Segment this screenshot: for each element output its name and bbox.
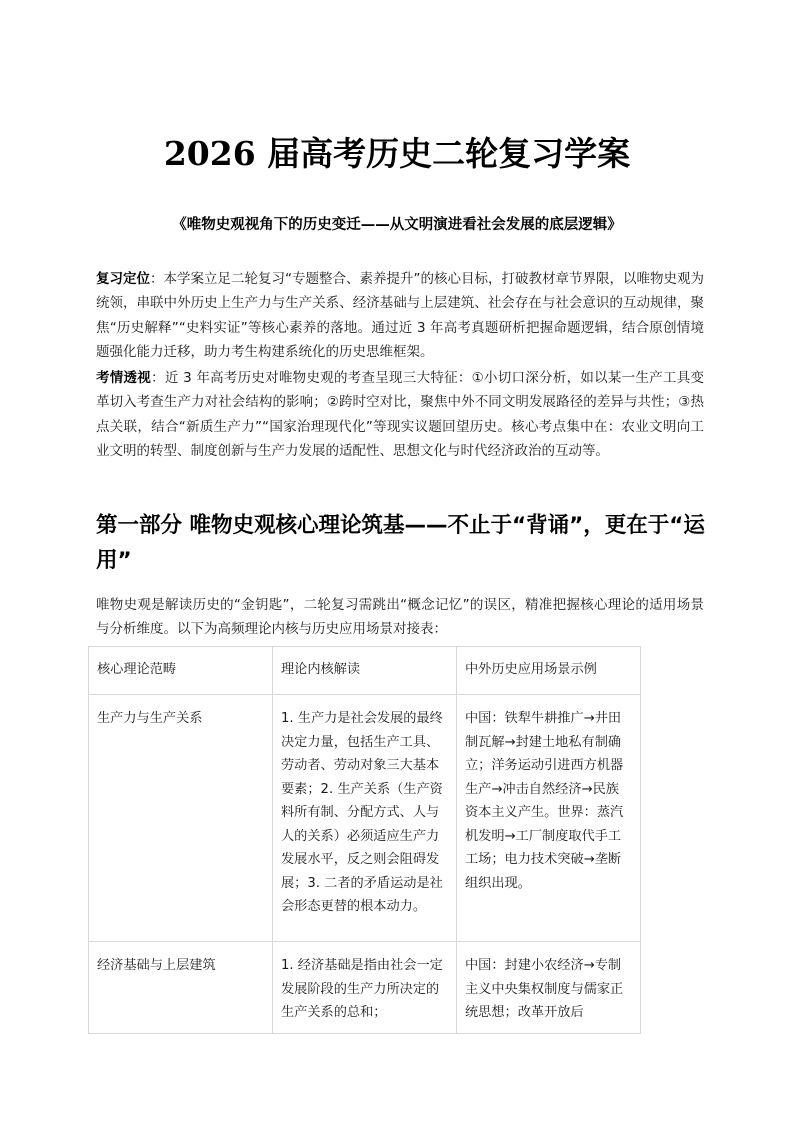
- exam-analysis-paragraph: [96, 366, 704, 463]
- positioning-label: 复习定位: [96, 271, 150, 287]
- table-cell-examples: 中国：铁犁牛耕推广→井田制瓦解→封建土地私有制确立；洋务运动引进西方机器生产→冲击自然经济→民族资本主义产生。世界：蒸汽机发明→工厂制度取代手工工场；电力技术突破→垄断组织出现。: [457, 695, 641, 942]
- table-cell-core: 1. 生产力是社会发展的最终决定力量，包括生产工具、劳动者、劳动对象三大基本要素；2. 生产关系（生产资料所有制、分配方式、人与人的关系）必须适应生产力发展水平，反之则会阻碍发展；3. 二者的矛盾运动是社会形态更替的根本动力。: [273, 695, 457, 942]
- positioning-text: ：本学案立足二轮复习“专题整合、素养提升”的核心目标，打破教材章节界限，以唯物史观为统领，串联中外历史上生产力与生产关系、经济基础与上层建筑、社会存在与社会意识的互动规律，聚焦“历史解释”“史料实证”等核心素养的落地。通过近 3 年高考真题研析把握命题逻辑，结合原创情境题强化能力迁移，助力考生构建系统化的历史思维框架。: [96, 271, 704, 360]
- document-title: 2026 届高考历史二轮复习学案: [163, 134, 631, 173]
- table-header-row: [89, 647, 641, 695]
- table-row: [89, 695, 641, 942]
- section-intro: 唯物史观是解读历史的“金钥匙”，二轮复习需跳出“概念记忆”的误区，精准把握核心理论的适用场景与分析维度。以下为高频理论内核与历史应用场景对接表：: [96, 597, 704, 638]
- table-header-cell: 中外历史应用场景示例: [457, 647, 641, 695]
- table-cell-examples: 中国：封建小农经济→专制主义中央集权制度与儒家正统思想；改革开放后: [457, 942, 641, 1034]
- table-header-cell: 理论内核解读: [273, 647, 457, 695]
- exam-analysis-label: 考情透视: [96, 370, 152, 386]
- exam-analysis-text: ：近 3 年高考历史对唯物史观的考查呈现三大特征：①小切口深分析，如以某一生产工具变革切入考查生产力对社会结构的影响；②跨时空对比，聚焦中外不同文明发展路径的差异与共性；③热点关联，结合“新质生产力”“国家治理现代化”等现实议题回望历史。核心考点集中在：农业文明向工业文明的转型、制度创新与生产力发展的适配性、思想文化与时代经济政治的互动等。: [96, 370, 705, 459]
- table-row: [89, 942, 641, 1034]
- positioning-paragraph: [96, 267, 704, 364]
- section-heading: 第一部分 唯物史观核心理论筑基——不止于“背诵”，更在于“运用”: [96, 513, 705, 573]
- table-cell-core: 1. 经济基础是指由社会一定发展阶段的生产力所决定的生产关系的总和；: [273, 942, 457, 1034]
- table-cell-category: 经济基础与上层建筑: [89, 942, 273, 1034]
- document-subtitle: 《唯物史观视角下的历史变迁——从文明演进看社会发展的底层逻辑》: [172, 217, 622, 233]
- table-cell-category: 生产力与生产关系: [89, 695, 273, 942]
- table-header-cell: 核心理论范畴: [89, 647, 273, 695]
- theory-table: [88, 646, 641, 1034]
